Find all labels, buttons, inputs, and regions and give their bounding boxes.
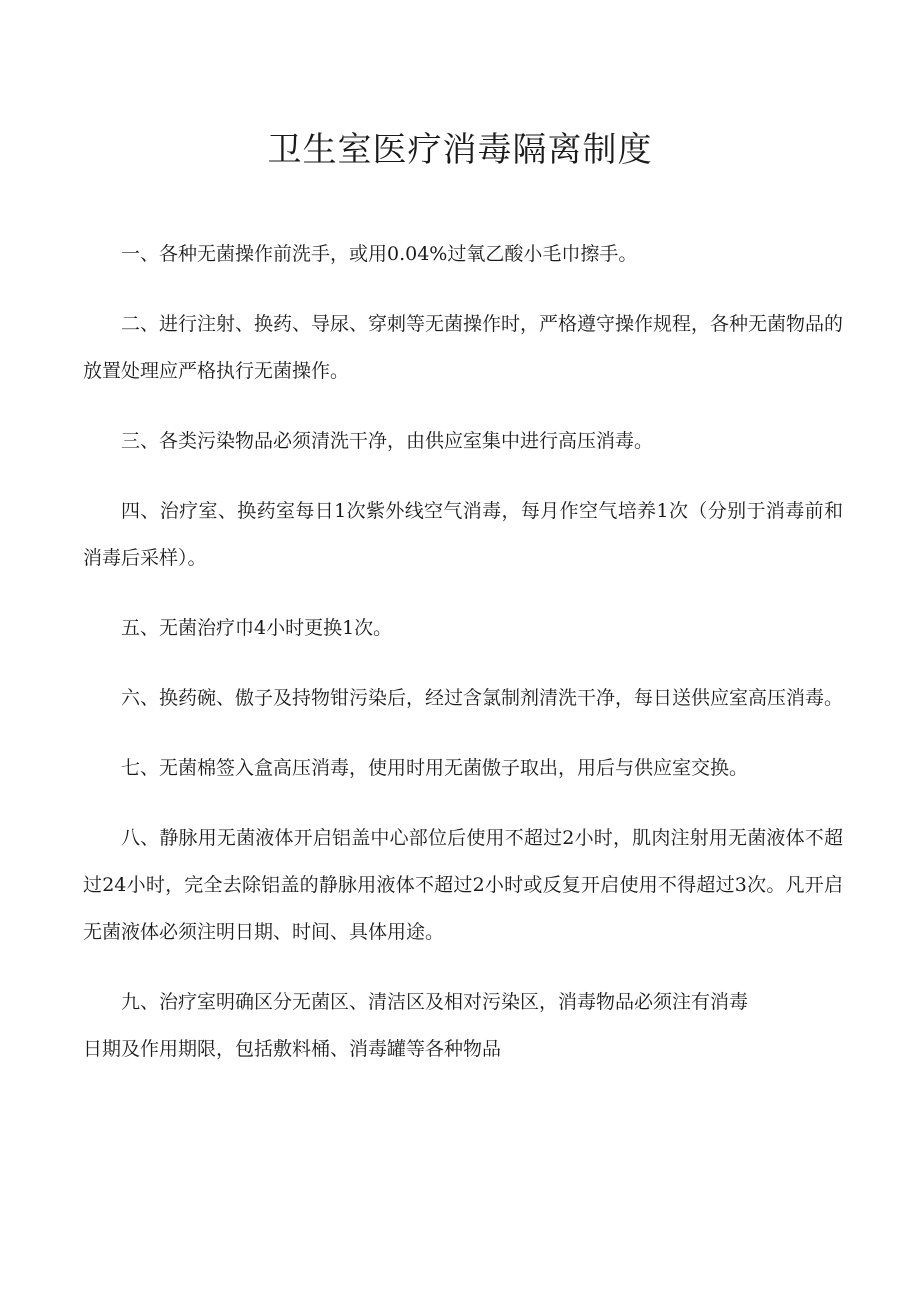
paragraph-4: 四、治疗室、换药室每日1次紫外线空气消毒，每月作空气培养1次（分别于消毒前和消毒后采样）。 bbox=[83, 500, 843, 569]
document-body bbox=[83, 231, 843, 1096]
paragraph-2: 二、进行注射、换药、导尿、穿刺等无菌操作时，严格遵守操作规程，各种无菌物品的放置处理应严格执行无菌操作。 bbox=[83, 313, 844, 382]
paragraph-7: 七、无菌棉签入盒高压消毒，使用时用无菌傲子取出，用后与供应室交换。 bbox=[121, 757, 749, 779]
paragraph-5: 五、无菌治疗巾4小时更换1次。 bbox=[121, 617, 393, 639]
document-title: 卫生室医疗消毒隔离制度 bbox=[267, 130, 653, 170]
paragraph-9-line-2: 日期及作用期限，包括敷料桶、消毒罐等各种物品 bbox=[83, 1038, 502, 1060]
paragraph-9-line-1: 九、治疗室明确区分无菌区、清洁区及相对污染区，消毒物品必须注有消毒 bbox=[121, 991, 749, 1013]
paragraph-9 bbox=[83, 979, 843, 1073]
paragraph-8: 八、静脉用无菌液体开启铝盖中心部位后使用不超过2小时，肌肉注射用无菌液体不超过24小时，完全去除铝盖的静脉用液体不超过2小时或反复开启使用不得超过3次。凡开启无菌液体必须注明日期、时间、具体用途。 bbox=[83, 827, 843, 943]
paragraph-1: 一、各种无菌操作前洗手，或用0.04%过氧乙酸小毛巾擦手。 bbox=[121, 243, 638, 265]
paragraph-6: 六、换药碗、傲子及持物钳污染后，经过含氯制剂清洗干净，每日送供应室高压消毒。 bbox=[121, 687, 844, 709]
paragraph-3: 三、各类污染物品必须清洗干净，由供应室集中进行高压消毒。 bbox=[121, 430, 654, 452]
